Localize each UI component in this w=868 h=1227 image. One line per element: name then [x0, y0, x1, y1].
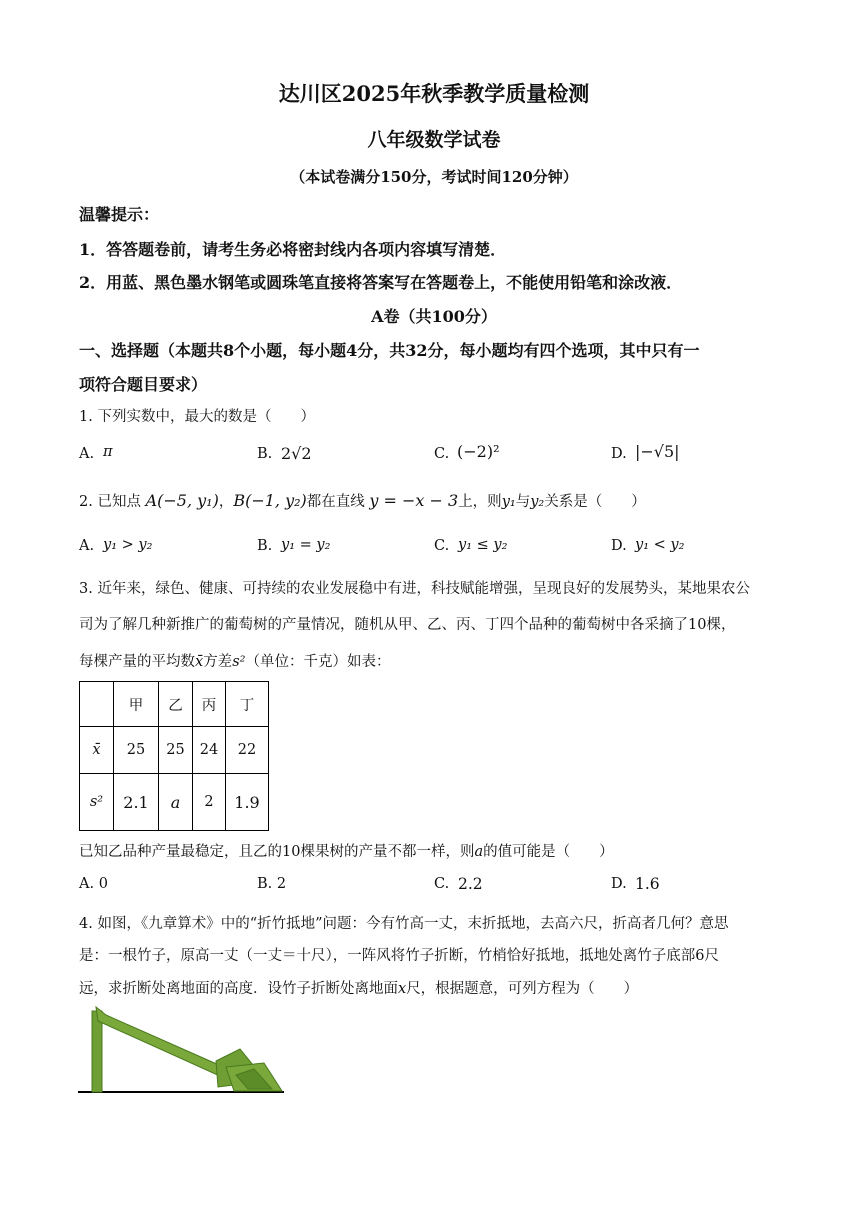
exam-title: 达川区2025年秋季教学质量检测: [278, 81, 590, 106]
q2-option-d-label: D.: [611, 538, 627, 554]
q3-data-table: [79, 681, 269, 831]
q3-option-c-value: 2.2: [458, 875, 483, 893]
table-cell: 甲: [114, 682, 159, 727]
q2-point-b: B(−1, y₂): [233, 491, 307, 510]
q4-line3-b: 尺，根据题意，可列方程为（ ）: [406, 981, 639, 997]
table-cell: 25: [159, 727, 193, 774]
q3-after-a: 已知乙品种产量最稳定，且乙的10棵果树的产量不都一样，则: [79, 844, 475, 860]
q2-stem-b: 都在直线: [306, 494, 365, 510]
q2-option-a-value: y₁ > y₂: [103, 537, 153, 553]
table-cell: 乙: [159, 682, 193, 727]
table-row: [80, 727, 269, 774]
section-heading-line1: 一、选择题（本题共8个小题，每小题4分，共32分，每小题均有四个选项，其中只有一: [79, 341, 700, 360]
bamboo-trunk: [92, 1011, 102, 1092]
q1-option-a-label: A.: [79, 446, 95, 462]
q2-point-a: A(−5, y₁): [145, 491, 219, 510]
q2-option-d-value: y₁ < y₂: [635, 537, 685, 553]
q2-y1: y₁: [501, 494, 516, 510]
q3-line2: 司为了解几种新推广的葡萄树的产量情况，随机从甲、乙、丙、丁四个品种的葡萄树中各采摘了10棵，: [79, 617, 736, 633]
q3-line3: [79, 650, 390, 671]
q4-x-var: x: [398, 981, 407, 997]
q3-after-b: 的值可能是（ ）: [483, 844, 614, 860]
table-row: [80, 682, 269, 727]
table-cell: x̄: [80, 727, 114, 774]
q3-s2: s²: [232, 654, 246, 670]
q1-option-a-value: π: [103, 444, 113, 460]
q3-option-a: A. 0: [79, 876, 108, 892]
q4-line3: [79, 977, 638, 998]
q1-option-b-label: B.: [257, 446, 273, 462]
q2-stem-c: 上，则: [458, 494, 502, 510]
q1-option-c-value: (−2)²: [457, 442, 500, 461]
exam-note: （本试卷满分150分，考试时间120分钟）: [290, 168, 578, 186]
q4-line1: 4. 如图，《九章算术》中的“折竹抵地”问题：今有竹高一丈，末折抵地，去高六尺，折高者几何？意思: [79, 916, 729, 932]
q3-line3-c: （单位：千克）如表：: [245, 654, 391, 670]
table-cell: 24: [193, 727, 226, 774]
q2-stem-d: 与: [515, 494, 531, 510]
q3-a-var: a: [474, 844, 484, 860]
table-cell: 1.9: [226, 774, 269, 831]
q2-option-c-label: C.: [434, 538, 450, 554]
table-cell: 22: [226, 727, 269, 774]
q1-option-c-label: C.: [434, 446, 450, 462]
q2-sep: ，: [218, 494, 234, 510]
tips-heading: 温馨提示：: [79, 205, 160, 224]
q2-y2: y₂: [530, 494, 545, 510]
q3-option-d-value: 1.6: [635, 875, 660, 893]
q2-line-equation: y = −x − 3: [369, 491, 459, 510]
table-cell: 丁: [226, 682, 269, 727]
q2-option-c-value: y₁ ≤ y₂: [458, 537, 508, 553]
section-heading-line2: 项符合题目要求）: [79, 375, 208, 394]
q2-option-b-label: B.: [257, 538, 273, 554]
q2-option-b-value: y₁ = y₂: [281, 537, 331, 553]
exam-subtitle: 八年级数学试卷: [367, 129, 501, 151]
broken-bamboo-figure: [76, 1005, 288, 1097]
table-cell: 25: [114, 727, 159, 774]
q3-line3-b: 方差: [203, 654, 233, 670]
q3-option-b: B. 2: [257, 876, 287, 892]
q3-line3-a: 每棵产量的平均数: [79, 654, 195, 670]
tip-item-2: 2．用蓝、黑色墨水钢笔或圆珠笔直接将答案写在答题卷上，不能使用铅笔和涂改液．: [79, 273, 683, 292]
q2-stem-e: 关系是（ ）: [544, 494, 646, 510]
table-cell: s²: [80, 774, 114, 831]
q3-line1: 3. 近年来，绿色、健康、可持续的农业发展稳中有进，科技赋能增强，呈现良好的发展势头，某地果农公: [79, 581, 750, 597]
q1-option-b-value: 2√2: [281, 444, 312, 463]
q3-after: [79, 840, 614, 861]
q3-option-d-label: D.: [611, 876, 627, 892]
part-a-heading: A卷（共100分）: [371, 307, 497, 326]
tip-item-1: 1．答答题卷前，请考生务必将密封线内各项内容填写清楚．: [79, 240, 507, 259]
table-cell: 2.1: [114, 774, 159, 831]
q4-line2: 是：一根竹子，原高一丈（一丈＝十尺），一阵风将竹子折断，竹梢恰好抵地，抵地处离竹子底部6尺: [79, 948, 719, 964]
q1-stem: 1. 下列实数中，最大的数是（ ）: [79, 409, 315, 425]
q3-option-c-label: C.: [434, 876, 450, 892]
q2-stem: [79, 490, 646, 511]
q1-option-d-value: |−√5|: [635, 442, 680, 461]
q3-xbar: x̄: [195, 654, 204, 670]
q2-option-a-label: A.: [79, 538, 95, 554]
table-cell: [80, 682, 114, 727]
bamboo-broken-top: [96, 1007, 228, 1077]
table-cell: a: [159, 774, 193, 831]
table-cell: 丙: [193, 682, 226, 727]
q1-option-d-label: D.: [611, 446, 627, 462]
table-row: [80, 774, 269, 831]
q2-stem-a: 2. 已知点: [79, 494, 141, 510]
q4-line3-a: 远，求折断处离地面的高度．设竹子折断处离地面: [79, 981, 398, 997]
table-cell: 2: [193, 774, 226, 831]
